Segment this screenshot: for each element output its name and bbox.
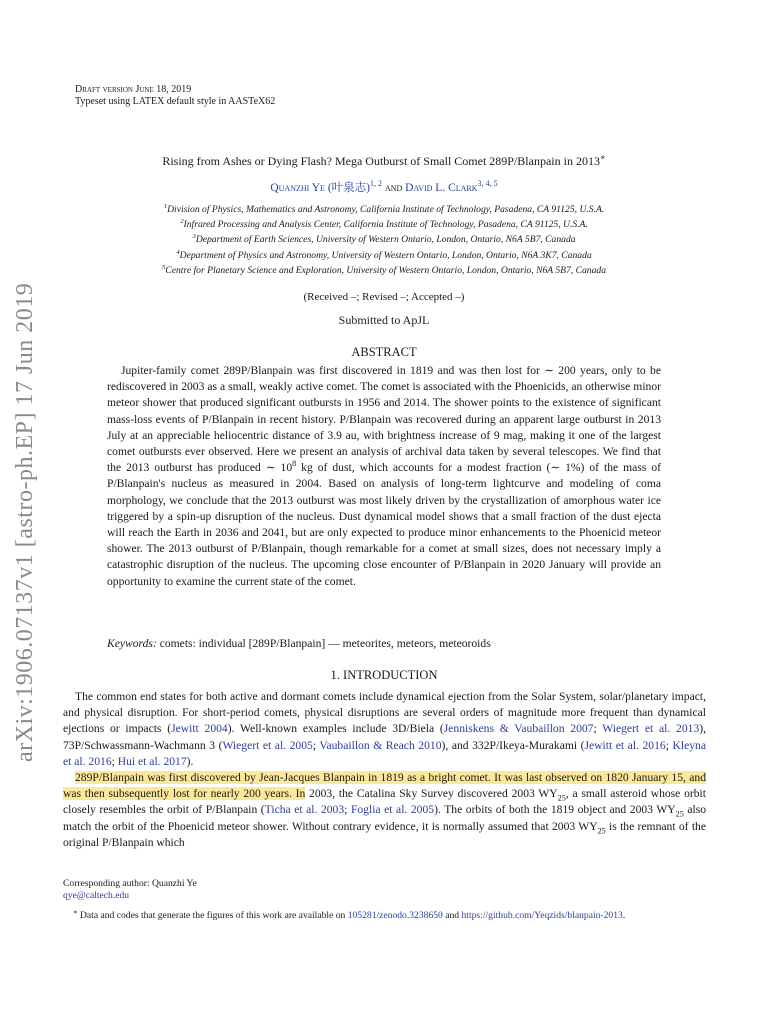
arxiv-sidebar-stamp: arXiv:1906.07137v1 [astro-ph.EP] 17 Jun 2019	[12, 282, 38, 762]
citation-link[interactable]: Hui et al. 2017	[117, 754, 187, 768]
github-link[interactable]: https://github.com/Yeqzids/blanpain-2013	[461, 910, 623, 921]
submitted-line: Submitted to ApJL	[338, 313, 430, 327]
affiliations-block	[0, 202, 768, 278]
citation-link[interactable]: Foglia et al. 2005	[350, 803, 435, 817]
author-email-link[interactable]: qye@caltech.edu	[63, 890, 130, 901]
affiliation-5: $^5$Centre for Planetary Science and Exploration, University of Western Ontario, London, Ontario, N6A 5B7, Canada	[161, 263, 606, 276]
affiliation-2: $^2$Infrared Processing and Analysis Center, California Institute of Technology, Pasadena, CA 91125, U.S.A.	[180, 218, 588, 231]
author-and: and	[384, 182, 403, 194]
highlighted-text[interactable]: 289P/Blanpain was first discovered by Jean-Jacques Blanpain in 1819 as a bright comet. It was last observed on 1820 January 15, and was then subsequently lost for nearly 200 years. In	[63, 771, 706, 801]
citation-link[interactable]: Jenniskens & Vaubaillon 2007	[443, 722, 594, 736]
author-1-affiliations: 1, 2	[369, 179, 383, 189]
citation-link[interactable]: Kleyna et al. 2016	[63, 738, 706, 768]
data-availability-footnote: ∗ Data and codes that generate the figures of this work are available on 105281/zenodo.3238650 and https://github.com/Yeqzids/blanpain-2013.	[73, 908, 626, 921]
paragraph-1: The common end states for both active and dormant comets include dynamical ejection from the Solar System, solar/planetary impact, and physical disruption. For short-period comets, physical disruptions are several orders of magnitude more frequent than dynamical ejections or impacts (Jewitt 2004). Well-known examples include 3D/Biela (Jenniskens & Vaubaillon 2007; Wiegert et al. 2013), 73P/Schwassmann-Wachmann 3 (Wiegert et al. 2005; Vaubaillon & Reach 2010), and 332P/Ikeya-Murakami (Jewitt et al. 2016; Kleyna et al. 2016; Hui et al. 2017).	[63, 690, 707, 768]
affiliation-4: $^4$Department of Physics and Astronomy, University of Western Ontario, London, Ontario, N6A 3K7, Canada	[176, 248, 592, 261]
title-footnote-mark[interactable]: ∗	[599, 153, 606, 162]
section-heading-introduction: 1. INTRODUCTION	[330, 668, 438, 682]
keywords-line	[107, 637, 661, 650]
citation-link[interactable]: Wiegert et al. 2013	[602, 722, 700, 736]
abstract-text: Jupiter-family comet 289P/Blanpain was first discovered in 1819 and was then lost for ∼ 200 years, only to be rediscovered in 2003 as a small, weakly active comet. The comet is associated with the Phoenicids, an otherwise minor meteor shower that produced significant outbursts in 1956 and 2014. The shower points to the existence of significant mass-loss events of P/Blanpain in recent history. P/Blanpain was recovered during an apparent large outburst in 2013 July at an appreciable heliocentric distance of 3.9 au, with brightness increase of 9 mag, making it one of the largest comet outbursts ever observed. Here we present an analysis of archival data taken by several telescopes. We find that the 2013 outburst has produced ∼ $10^8$ kg of dust, which accounts for a modest fraction (∼ 1%) of the mass of P/Blanpain's nucleus as measured in 2004. Based on analysis of long-term lightcurve and modeling of coma morphology, we conclude that the 2013 outburst was most likely driven by the crystallization of amorphous water ice triggered by a spin-up disruption of the nucleus. Dust dynamical model shows that a small fraction of the dust ejecta will reach the Earth in 2036 and 2041, but are only expected to produce minor enhancements to the Phoenicid meteor shower. The 2013 outburst of P/Blanpain, though remarkable for a comet at small sizes, does not necessary imply a catastrophic disruption of the nucleus. The upcoming close encounter of P/Blanpain in 2020 January will provide an opportunity to examine the current state of the comet.	[107, 364, 661, 588]
author-line	[0, 179, 768, 195]
author-1[interactable]: Quanzhi Ye (叶泉志)	[270, 182, 370, 194]
citation-link[interactable]: Ticha et al. 2003	[264, 803, 345, 817]
citation-link[interactable]: Wiegert et al. 2005	[222, 738, 313, 752]
citation-link[interactable]: Vaubaillon & Reach 2010	[319, 738, 442, 752]
author-2-affiliations: 3, 4, 5	[477, 179, 498, 189]
abstract-heading: ABSTRACT	[351, 345, 417, 359]
corresponding-author: Corresponding author: Quanzhi Ye	[63, 878, 197, 889]
keywords-list: comets: individual [289P/Blanpain] — meteorites, meteors, meteoroids	[156, 637, 491, 650]
citation-link[interactable]: Jewitt 2004	[171, 722, 228, 736]
paper-title	[0, 154, 768, 169]
draft-version-line: Draft version June 18, 2019	[75, 84, 192, 95]
affiliation-1: $^1$Division of Physics, Mathematics and Astronomy, California Institute of Technology, Pasadena, CA 91125, U.S.A.	[163, 202, 605, 215]
keywords-label: Keywords:	[107, 637, 157, 650]
paragraph-2: 289P/Blanpain was first discovered by Jean-Jacques Blanpain in 1819 as a bright comet. It was last observed on 1820 January 15, and was then subsequently lost for nearly 200 years. In 2003, the Catalina Sky Survey discovered 2003 $WY_{25}$, a small asteroid whose orbit closely resembles the orbit of P/Blanpain (Ticha et al. 2003; Foglia et al. 2005). The orbits of both the 1819 object and 2003 $WY_{25}$ also match the orbit of the Phoenicid meteor shower. Without contrary evidence, it is normally assumed that 2003 $WY_{25}$ is the remnant of the original P/Blanpain which	[63, 771, 707, 849]
typeset-line: Typeset using LATEX default style in AASTeX62	[75, 96, 276, 107]
received-line: (Received –; Revised –; Accepted –)	[303, 291, 465, 303]
zenodo-link[interactable]: 105281/zenodo.3238650	[347, 910, 443, 921]
citation-link[interactable]: Jewitt et al. 2016	[584, 738, 666, 752]
introduction-body	[63, 689, 706, 851]
author-2[interactable]: David L. Clark	[405, 182, 478, 194]
affiliation-3: $^3$Department of Earth Sciences, University of Western Ontario, London, Ontario, N6A 5B7, Canada	[192, 233, 576, 246]
paper-title-text: Rising from Ashes or Dying Flash? Mega Outburst of Small Comet 289P/Blanpain in 2013	[162, 154, 600, 168]
